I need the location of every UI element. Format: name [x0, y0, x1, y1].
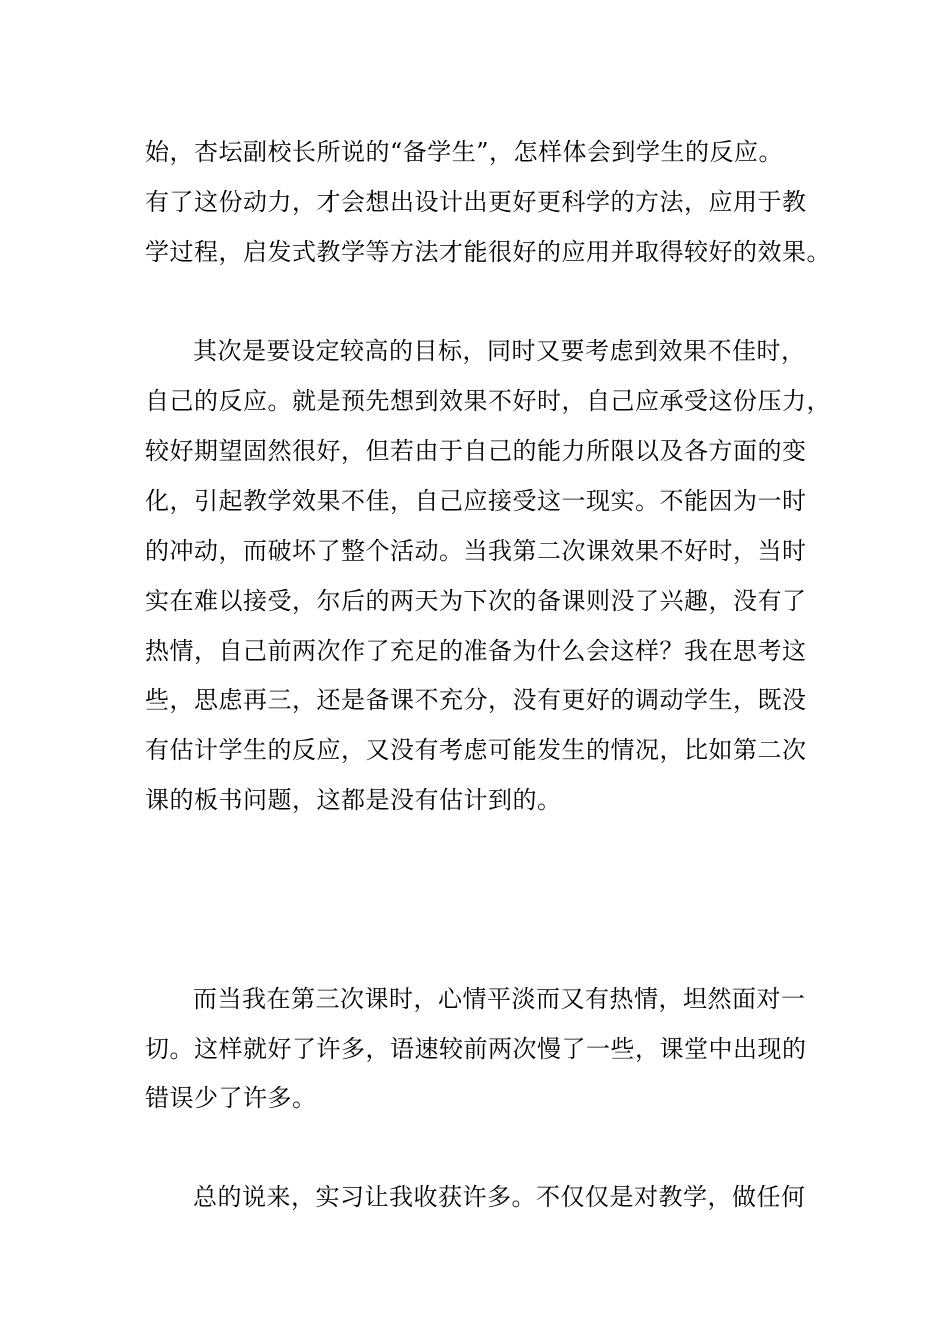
paragraph-2-line-9: 有估计学生的反应，又没有考虑可能发生的情况，比如第二次 — [145, 736, 807, 764]
paragraph-1-line-1: 始，杏坛副校长所说的“备学生”，怎样体会到学生的反应。 — [145, 138, 784, 166]
paragraph-3-line-3: 错误少了许多。 — [145, 1084, 317, 1112]
paragraph-2-line-4: 化，引起教学效果不佳，自己应接受这一现实。不能因为一时 — [145, 487, 807, 515]
paragraph-2-line-10: 课的板书问题，这都是没有估计到的。 — [145, 786, 562, 814]
paragraph-2-line-3: 较好期望固然很好，但若由于自己的能力所限以及各方面的变 — [145, 437, 807, 465]
paragraph-3-line-2: 切。这样就好了许多，语速较前两次慢了一些，课堂中出现的 — [145, 1035, 807, 1063]
paragraph-2-line-5: 的冲动，而破坏了整个活动。当我第二次课效果不好时，当时 — [145, 537, 807, 565]
paragraph-2-line-6: 实在难以接受，尔后的两天为下次的备课则没了兴趣，没有了 — [145, 587, 807, 615]
paragraph-3-line-1: 而当我在第三次课时，心情平淡而又有热情，坦然面对一 — [193, 985, 806, 1013]
paragraph-2-line-8: 些，思虑再三，还是备课不充分，没有更好的调动学生，既没 — [145, 686, 807, 714]
paragraph-2-line-7: 热情，自己前两次作了充足的准备为什么会这样？我在思考这 — [145, 637, 807, 665]
paragraph-4-line-1: 总的说来，实习让我收获许多。不仅仅是对教学，做任何 — [193, 1183, 806, 1211]
paragraph-2-line-1: 其次是要设定较高的目标，同时又要考虑到效果不佳时， — [193, 337, 806, 365]
paragraph-2-line-2: 自己的反应。就是预先想到效果不好时，自己应承受这份压力， — [145, 387, 831, 415]
paragraph-1-line-3: 学过程，启发式教学等方法才能很好的应用并取得较好的效果。 — [145, 238, 831, 266]
paragraph-1-line-2: 有了这份动力，才会想出设计出更好更科学的方法，应用于教 — [145, 188, 807, 216]
